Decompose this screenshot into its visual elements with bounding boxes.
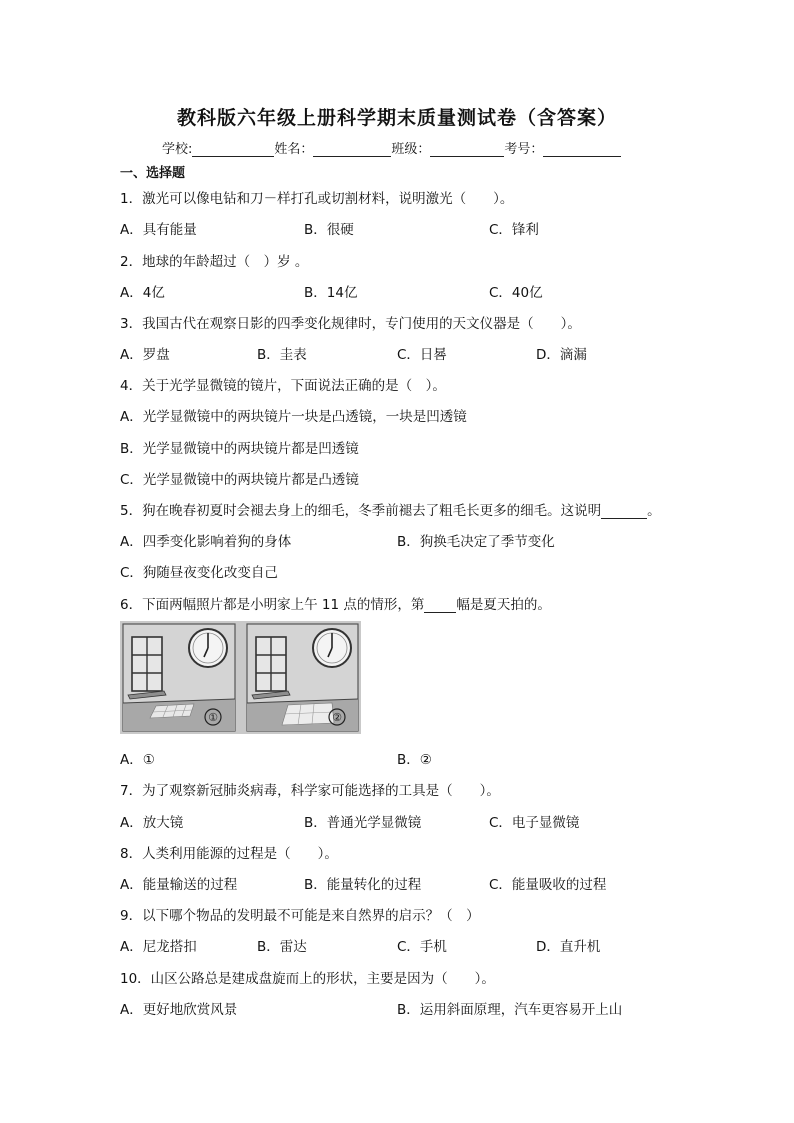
class-blank[interactable] (430, 143, 504, 157)
q5-answer-blank[interactable] (601, 504, 647, 519)
q1-option-c[interactable]: C．锋利 (489, 222, 539, 238)
name-blank[interactable] (313, 143, 391, 157)
photo-2 (247, 624, 358, 731)
question-10: 10．山区公路总是建成盘旋而上的形状，主要是因为（ ）。 (120, 971, 495, 987)
q3-option-b[interactable]: B．圭表 (257, 347, 307, 363)
q2-option-c[interactable]: C．40亿 (489, 285, 543, 301)
question-5 (120, 499, 661, 519)
photo-1 (123, 624, 235, 731)
exam-no-label: 考号： (504, 142, 544, 157)
q2-option-a[interactable]: A．4亿 (120, 285, 165, 301)
q7-option-c[interactable]: C．电子显微镜 (489, 815, 580, 831)
q6-option-b[interactable]: B．② (397, 752, 432, 768)
q10-option-b[interactable]: B．运用斜面原理，汽车更容易开上山 (397, 1002, 623, 1018)
q6-text: 6．下面两幅照片都是小明家上午 11 点的情形，第 (120, 597, 425, 613)
question-4: 4．关于光学显微镜的镜片，下面说法正确的是（ ）。 (120, 378, 446, 394)
room-photos-illustration (120, 621, 361, 734)
question-9: 9．以下哪个物品的发明最不可能是来自然界的启示？（ ） (120, 908, 480, 924)
q9-option-a[interactable]: A．尼龙搭扣 (120, 939, 197, 955)
q5-end: 。 (647, 503, 661, 519)
q7-option-b[interactable]: B．普通光学显微镜 (304, 815, 422, 831)
q9-option-c[interactable]: C．手机 (397, 939, 447, 955)
name-label: 姓名： (274, 142, 314, 157)
exam-no-blank[interactable] (543, 143, 621, 157)
student-info-row (162, 138, 621, 157)
page-title: 教科版六年级上册科学期末质量测试卷（含答案） (176, 107, 617, 129)
q4-option-c[interactable]: C．光学显微镜中的两块镜片都是凸透镜 (120, 472, 359, 488)
question-1: 1．激光可以像电钻和刀－样打孔或切割材料，说明激光（ ）。 (120, 191, 514, 207)
q8-option-c[interactable]: C．能量吸收的过程 (489, 877, 607, 893)
question-2: 2．地球的年龄超过（ ）岁 。 (120, 254, 309, 270)
q2-option-b[interactable]: B．14亿 (304, 285, 358, 301)
q6-answer-blank[interactable] (424, 598, 456, 613)
school-blank[interactable] (192, 143, 274, 157)
q3-option-c[interactable]: C．日晷 (397, 347, 447, 363)
photo-1-label: ① (208, 711, 218, 724)
q9-option-d[interactable]: D．直升机 (536, 939, 601, 955)
section-heading: 一、选择题 (120, 166, 186, 181)
q6-photos-figure (120, 621, 361, 734)
q9-option-b[interactable]: B．雷达 (257, 939, 307, 955)
photo-2-label: ② (332, 711, 342, 724)
q1-option-b[interactable]: B．很硬 (304, 222, 354, 238)
school-label: 学校: (162, 142, 193, 157)
q6-option-a[interactable]: A．① (120, 752, 155, 768)
class-label: 班级： (391, 142, 431, 157)
q8-option-b[interactable]: B．能量转化的过程 (304, 877, 422, 893)
q5-option-c[interactable]: C．狗随昼夜变化改变自己 (120, 565, 278, 581)
q4-option-a[interactable]: A．光学显微镜中的两块镜片一块是凸透镜，一块是凹透镜 (120, 409, 467, 425)
question-6 (120, 593, 551, 613)
q10-option-a[interactable]: A．更好地欣赏风景 (120, 1002, 238, 1018)
q6-end: 幅是夏天拍的。 (456, 597, 551, 613)
q7-option-a[interactable]: A．放大镜 (120, 815, 184, 831)
q5-option-b[interactable]: B．狗换毛决定了季节变化 (397, 534, 555, 550)
q4-option-b[interactable]: B．光学显微镜中的两块镜片都是凹透镜 (120, 441, 359, 457)
q3-option-a[interactable]: A．罗盘 (120, 347, 170, 363)
q8-option-a[interactable]: A．能量输送的过程 (120, 877, 238, 893)
question-3: 3．我国古代在观察日影的四季变化规律时，专门使用的天文仪器是（ ）。 (120, 316, 581, 332)
q1-option-a[interactable]: A．具有能量 (120, 222, 197, 238)
question-8: 8．人类利用能源的过程是（ ）。 (120, 846, 338, 862)
q3-option-d[interactable]: D．滴漏 (536, 347, 587, 363)
q5-text: 5．狗在晚春初夏时会褪去身上的细毛，冬季前褪去了粗毛长更多的细毛。这说明 (120, 503, 602, 519)
q5-option-a[interactable]: A．四季变化影响着狗的身体 (120, 534, 292, 550)
question-7: 7．为了观察新冠肺炎病毒，科学家可能选择的工具是（ ）。 (120, 783, 500, 799)
